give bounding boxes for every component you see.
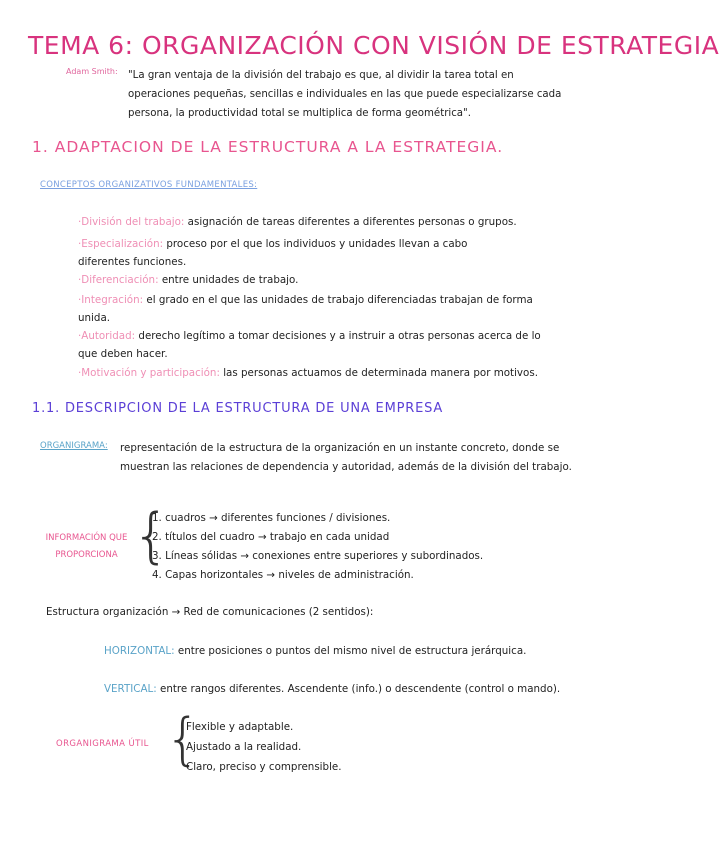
vertical-label: VERTICAL:: [104, 683, 157, 695]
horizontal-label: HORIZONTAL:: [104, 645, 175, 657]
concept-term: ·División del trabajo:: [78, 216, 185, 228]
concept-term: ·Autoridad:: [78, 330, 136, 342]
concept-term: ·Motivación y participación:: [78, 367, 220, 379]
list-item: 1. cuadros → diferentes funciones / divisiones.: [152, 512, 391, 524]
list-item: 2. títulos del cuadro → trabajo en cada unidad: [152, 531, 390, 543]
organigrama-label: ORGANIGRAMA:: [40, 441, 108, 451]
list-item: 4. Capas horizontales → niveles de administración.: [152, 569, 414, 581]
vertical-text: entre rangos diferentes. Ascendente (info.) o descendente (control o mando).: [156, 683, 561, 695]
concepts-heading: CONCEPTOS ORGANIZATIVOS FUNDAMENTALES:: [40, 180, 258, 190]
info-list: [152, 509, 483, 585]
quote-author: Adam Smith:: [66, 67, 118, 76]
brace-icon: {: [132, 501, 171, 571]
horizontal-text: entre posiciones o puntos del mismo nivel de estructura jerárquica.: [174, 645, 527, 657]
concept-item: [78, 364, 578, 382]
concept-def: proceso por el que los individuos y unidades llevan a cabo diferentes funciones.: [78, 238, 468, 268]
concept-item: [78, 235, 518, 271]
concept-def: el grado en el que las unidades de trabajo diferenciadas trabajan de forma unida.: [78, 294, 533, 324]
section1-heading: 1. ADAPTACION DE LA ESTRUCTURA A LA ESTRATEGIA.: [32, 138, 504, 156]
concept-def: asignación de tareas diferentes a diferentes personas o grupos.: [184, 216, 517, 228]
list-item: Claro, preciso y comprensible.: [186, 761, 342, 773]
util-label: ORGANIGRAMA ÚTIL: [56, 739, 149, 749]
concept-term: ·Especialización:: [78, 238, 164, 250]
list-item: Flexible y adaptable.: [186, 721, 294, 733]
util-list: [186, 717, 342, 777]
quote-text: "La gran ventaja de la división del trabajo es que, al dividir la tarea total en operaciones pequeñas, sencillas e individuales en las que puede especializarse cada persona, la productividad total se multiplica de forma geométrica".: [128, 70, 562, 119]
concept-item: [78, 271, 578, 289]
concept-def: derecho legítimo a tomar decisiones y a instruir a otras personas acerca de lo que deben hacer.: [78, 330, 541, 360]
concept-item: [78, 213, 578, 231]
concept-term: ·Integración:: [78, 294, 144, 306]
vertical-line: [104, 683, 560, 695]
page-title: TEMA 6: ORGANIZACIÓN CON VISIÓN DE ESTRATEGIA: [28, 30, 719, 60]
list-item: 3. Líneas sólidas → conexiones entre superiores y subordinados.: [152, 550, 484, 562]
list-item: Ajustado a la realidad.: [186, 741, 302, 753]
concept-def: entre unidades de trabajo.: [158, 274, 299, 286]
concept-item: [78, 291, 558, 327]
section11-heading: 1.1. DESCRIPCION DE LA ESTRUCTURA DE UNA EMPRESA: [32, 401, 444, 416]
concept-term: ·Diferenciación:: [78, 274, 159, 286]
info-label: INFORMACIÓN QUE PROPORCIONA: [45, 533, 128, 560]
concept-def: las personas actuamos de determinada manera por motivos.: [219, 367, 538, 379]
horizontal-line: [104, 645, 526, 657]
estructura-line: Estructura organización → Red de comunicaciones (2 sentidos):: [46, 606, 374, 618]
concept-item: [78, 327, 558, 363]
brace-icon: {: [165, 707, 201, 772]
organigrama-definition: representación de la estructura de la organización en un instante concreto, donde se muestran las relaciones de dependencia y autoridad, además de la división del trabajo.: [120, 442, 572, 473]
